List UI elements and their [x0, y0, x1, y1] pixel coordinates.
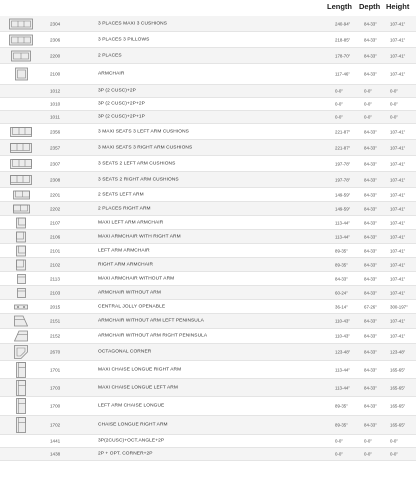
product-code: 1441: [50, 438, 61, 444]
height-value: 107-41": [390, 177, 406, 182]
length-value: 89-35": [335, 262, 348, 267]
length-value: 221-87": [335, 129, 351, 134]
product-description: MAXI LEFT ARM ARMCHAIR: [98, 220, 164, 225]
product-description: LEFT ARM CHAISE LONGUE: [98, 403, 165, 409]
product-code: 2102: [50, 262, 61, 267]
chaise-longue-icon: [6, 417, 36, 433]
armchair-left-arm-icon: [6, 245, 36, 256]
height-value: 0-0": [390, 438, 398, 444]
table-row: [0, 361, 416, 379]
table-row: [0, 286, 416, 300]
height-value: 123-48": [390, 349, 406, 355]
depth-value: 84-33": [364, 234, 377, 239]
length-value: 113-44": [335, 220, 350, 225]
product-code: 2107: [50, 220, 61, 225]
height-value: 107-41": [390, 220, 406, 225]
product-code: 2106: [50, 234, 61, 239]
height-value: 165-65": [390, 403, 406, 409]
table-row: [0, 98, 416, 111]
table-row: [0, 416, 416, 435]
depth-value: 84-33": [364, 349, 377, 355]
peninsula-right-icon: [6, 331, 36, 342]
height-value: 165-65": [390, 422, 406, 428]
product-code: 2100: [50, 71, 61, 77]
jolly-module-icon: [6, 303, 36, 311]
length-value: 0-0": [335, 88, 343, 94]
depth-value: 84-33": [364, 422, 377, 428]
product-code: 2200: [50, 53, 61, 58]
length-value: 240-94": [335, 21, 351, 26]
depth-value: 84-33": [364, 53, 377, 58]
height-value: 0-0": [390, 114, 398, 120]
octagonal-corner-icon: [6, 345, 36, 359]
product-description: ARMCHAIR: [98, 71, 125, 77]
length-value: 89-35": [335, 422, 348, 428]
armchair-icon: [6, 68, 36, 81]
table-row: [0, 140, 416, 156]
product-description: ARMCHAIR WITHOUT ARM: [98, 290, 161, 295]
product-code: 1701: [50, 367, 61, 372]
product-code: 1703: [50, 385, 61, 390]
table-row: [0, 230, 416, 244]
product-code: 1700: [50, 403, 61, 409]
sofa-3-seat-right-arm-icon: [6, 175, 36, 185]
table-row: [0, 85, 416, 98]
product-description: MAXI CHAISE LONGUE RIGHT ARM: [98, 367, 182, 372]
product-description: 2 PLACES RIGHT ARM: [98, 206, 151, 211]
product-code: 1702: [50, 422, 61, 428]
height-value: 0-0": [390, 88, 398, 94]
table-row: [0, 379, 416, 397]
chaise-longue-icon: [6, 362, 36, 378]
length-value: 197-78": [335, 177, 351, 182]
table-row: [0, 448, 416, 461]
sofa-2-seat-left-arm-icon: [6, 190, 36, 199]
length-value: 110-43": [335, 318, 350, 324]
product-description: ARMCHAIR WITHOUT ARM RIGHT PENINSULA: [98, 333, 208, 339]
product-description: MAXI ARMCHAIR WITHOUT ARM: [98, 276, 175, 281]
length-value: 117-46": [335, 71, 350, 77]
table-row: [0, 258, 416, 272]
height-value: 165-65": [390, 367, 406, 372]
product-code: 2308: [50, 177, 61, 182]
product-code: 1438: [50, 451, 61, 457]
depth-value: 84-33": [364, 367, 377, 372]
chaise-longue-icon: [6, 398, 36, 414]
product-code: 2356: [50, 129, 61, 134]
depth-value: 84-33": [364, 192, 377, 197]
depth-value: 84-33": [364, 21, 377, 26]
product-description: MAXI ARMCHAIR WITH RIGHT ARM: [98, 234, 181, 239]
depth-value: 0-0": [364, 438, 372, 444]
height-value: 0-0": [390, 101, 398, 107]
length-value: 113-44": [335, 385, 350, 390]
height-value: 107-41": [390, 161, 406, 166]
height-value: 107-41": [390, 333, 406, 339]
sofa-3-seat-icon: [6, 18, 36, 29]
sofa-3-seat-left-arm-icon: [6, 127, 36, 137]
depth-value: 84-33": [364, 248, 377, 253]
table-row: [0, 435, 416, 448]
product-code: 2306: [50, 37, 61, 42]
height-value: 107-41": [390, 206, 406, 211]
product-code: 1011: [50, 114, 60, 120]
table-row: [0, 216, 416, 230]
length-value: 84-33": [335, 276, 348, 281]
depth-value: 84-33": [364, 403, 377, 409]
product-description: LEFT ARM ARMCHAIR: [98, 248, 150, 253]
length-value: 89-35": [335, 403, 348, 409]
product-code: 2670: [50, 349, 61, 355]
height-value: 107-41": [390, 234, 406, 239]
product-code: 2307: [50, 161, 61, 166]
depth-value: 84-33": [364, 206, 377, 211]
table-row: [0, 397, 416, 416]
length-value: 221-87": [335, 145, 351, 150]
depth-value: 84-33": [364, 129, 377, 134]
armless-chair-icon: [6, 288, 36, 298]
depth-value: 84-33": [364, 290, 377, 295]
sofa-3-seat-icon: [6, 34, 36, 45]
length-value: 110-43": [335, 333, 350, 339]
product-description: CHAISE LONGUE RIGHT ARM: [98, 422, 168, 428]
depth-value: 84-33": [364, 145, 377, 150]
height-value: 107-41": [390, 262, 406, 267]
product-code: 2202: [50, 206, 61, 211]
depth-value: 0-0": [364, 88, 372, 94]
product-code: 2152: [50, 333, 61, 339]
height-value: 165-65": [390, 385, 406, 390]
product-description: OCTAGONAL CORNER: [98, 349, 152, 355]
sofa-3-seat-right-arm-icon: [6, 143, 36, 153]
product-description: 2 PLACES: [98, 53, 122, 58]
depth-value: 84-33": [364, 71, 377, 77]
depth-value: 0-0": [364, 114, 372, 120]
height-value: 107-41": [390, 53, 406, 58]
armchair-left-arm-icon: [6, 217, 36, 228]
length-value: 123-48": [335, 349, 351, 355]
length-value: 0-0": [335, 451, 343, 457]
height-value: 107-41": [390, 37, 406, 42]
depth-value: 84-33": [364, 177, 377, 182]
product-code: 2201: [50, 192, 61, 197]
product-code: 2101: [50, 248, 61, 253]
product-description: 3P (2 CUSC)+2P+1P: [98, 114, 145, 120]
table-row: [0, 124, 416, 140]
peninsula-left-icon: [6, 316, 36, 327]
depth-value: 0-0": [364, 451, 372, 457]
armless-chair-icon: [6, 274, 36, 284]
table-row: [0, 188, 416, 202]
table-row: [0, 156, 416, 172]
depth-value: 0-0": [364, 101, 372, 107]
product-description: MAXI CHAISE LONGUE LEFT ARM: [98, 385, 178, 390]
product-description: 2 SEATS LEFT ARM: [98, 192, 144, 197]
product-description: 3 SEATS 2 LEFT ARM CUSHIONS: [98, 161, 176, 166]
table-body: [0, 16, 416, 461]
table-row: [0, 344, 416, 361]
armchair-right-arm-icon: [6, 259, 36, 270]
column-header-depth: Depth: [359, 2, 381, 11]
product-code: 2151: [50, 318, 61, 324]
product-code: 1012: [50, 88, 61, 94]
table-row: [0, 16, 416, 32]
depth-value: 84-33": [364, 276, 377, 281]
table-row: [0, 272, 416, 286]
sofa-2-seat-right-arm-icon: [6, 204, 36, 213]
height-value: 107-41": [390, 129, 406, 134]
product-code: 2103: [50, 290, 61, 295]
depth-value: 84-33": [364, 161, 377, 166]
height-value: 107-41": [390, 248, 406, 253]
depth-value: 67-26": [364, 304, 377, 309]
chaise-longue-icon: [6, 380, 36, 396]
length-value: 36-14": [335, 304, 348, 309]
length-value: 149-59": [335, 206, 351, 211]
length-value: 0-0": [335, 438, 343, 444]
length-value: 89-35": [335, 248, 348, 253]
height-value: 107-41": [390, 318, 406, 324]
length-value: 0-0": [335, 101, 343, 107]
length-value: 60-24": [335, 290, 348, 295]
height-value: 107-41": [390, 71, 406, 77]
armchair-right-arm-icon: [6, 231, 36, 242]
sofa-2-seat-icon: [6, 50, 36, 61]
length-value: 0-0": [335, 114, 343, 120]
table-row: [0, 244, 416, 258]
depth-value: 84-33": [364, 262, 377, 267]
depth-value: 84-33": [364, 220, 377, 225]
product-description: 3 MAXI SEATS 3 RIGHT ARM CUSHIONS: [98, 145, 193, 150]
product-code: 1010: [50, 101, 61, 107]
height-value: 107-41": [390, 276, 406, 281]
sofa-3-seat-left-arm-icon: [6, 159, 36, 169]
column-header-length: Length: [327, 2, 352, 11]
height-value: 107-41": [390, 21, 406, 26]
product-description: 3P (2 CUSC)+2P: [98, 88, 136, 94]
table-row: [0, 48, 416, 64]
height-value: 107-41": [390, 145, 406, 150]
depth-value: 84-33": [364, 37, 377, 42]
product-description: 3P(2CUSC)+OCT.ANGLE+2P: [98, 438, 165, 444]
length-value: 197-78": [335, 161, 351, 166]
product-description: 3 PLACES 3 PILLOWS: [98, 37, 150, 42]
table-row: [0, 329, 416, 344]
table-row: [0, 300, 416, 314]
product-description: 3 SEATS 2 RIGHT ARM CUSHIONS: [98, 177, 179, 182]
depth-value: 84-33": [364, 318, 377, 324]
product-code: 2015: [50, 304, 61, 309]
product-code: 2357: [50, 145, 61, 150]
product-description: CENTRAL JOLLY OPENABLE: [98, 304, 166, 309]
table-row: [0, 202, 416, 216]
product-code: 2304: [50, 21, 61, 26]
height-value: 107-41": [390, 192, 406, 197]
table-row: [0, 111, 416, 124]
table-row: [0, 172, 416, 188]
column-header-height: Height: [386, 2, 410, 11]
table-row: [0, 32, 416, 48]
table-row: [0, 314, 416, 329]
length-value: 178-70": [335, 53, 351, 58]
depth-value: 84-33": [364, 385, 377, 390]
depth-value: 84-33": [364, 333, 377, 339]
length-value: 113-44": [335, 234, 350, 239]
length-value: 218-85": [335, 37, 351, 42]
table-row: [0, 64, 416, 85]
product-description: RIGHT ARM ARMCHAIR: [98, 262, 154, 267]
product-description: 3 MAXI SEATS 3 LEFT ARM CUSHIONS: [98, 129, 189, 134]
height-value: 300-197": [390, 304, 408, 309]
length-value: 113-44": [335, 367, 350, 372]
height-value: 107-41": [390, 290, 406, 295]
product-description: 2P + OPT. CORNER+2P: [98, 451, 153, 457]
product-code: 2113: [50, 276, 60, 281]
length-value: 149-59": [335, 192, 351, 197]
product-description: 3 PLACES MAXI 3 CUSHIONS: [98, 21, 168, 26]
height-value: 0-0": [390, 451, 398, 457]
product-description: 3P (2 CUSC)+2P+2P: [98, 101, 145, 107]
product-description: ARMCHAIR WITHOUT ARM LEFT PENINSULA: [98, 318, 204, 324]
